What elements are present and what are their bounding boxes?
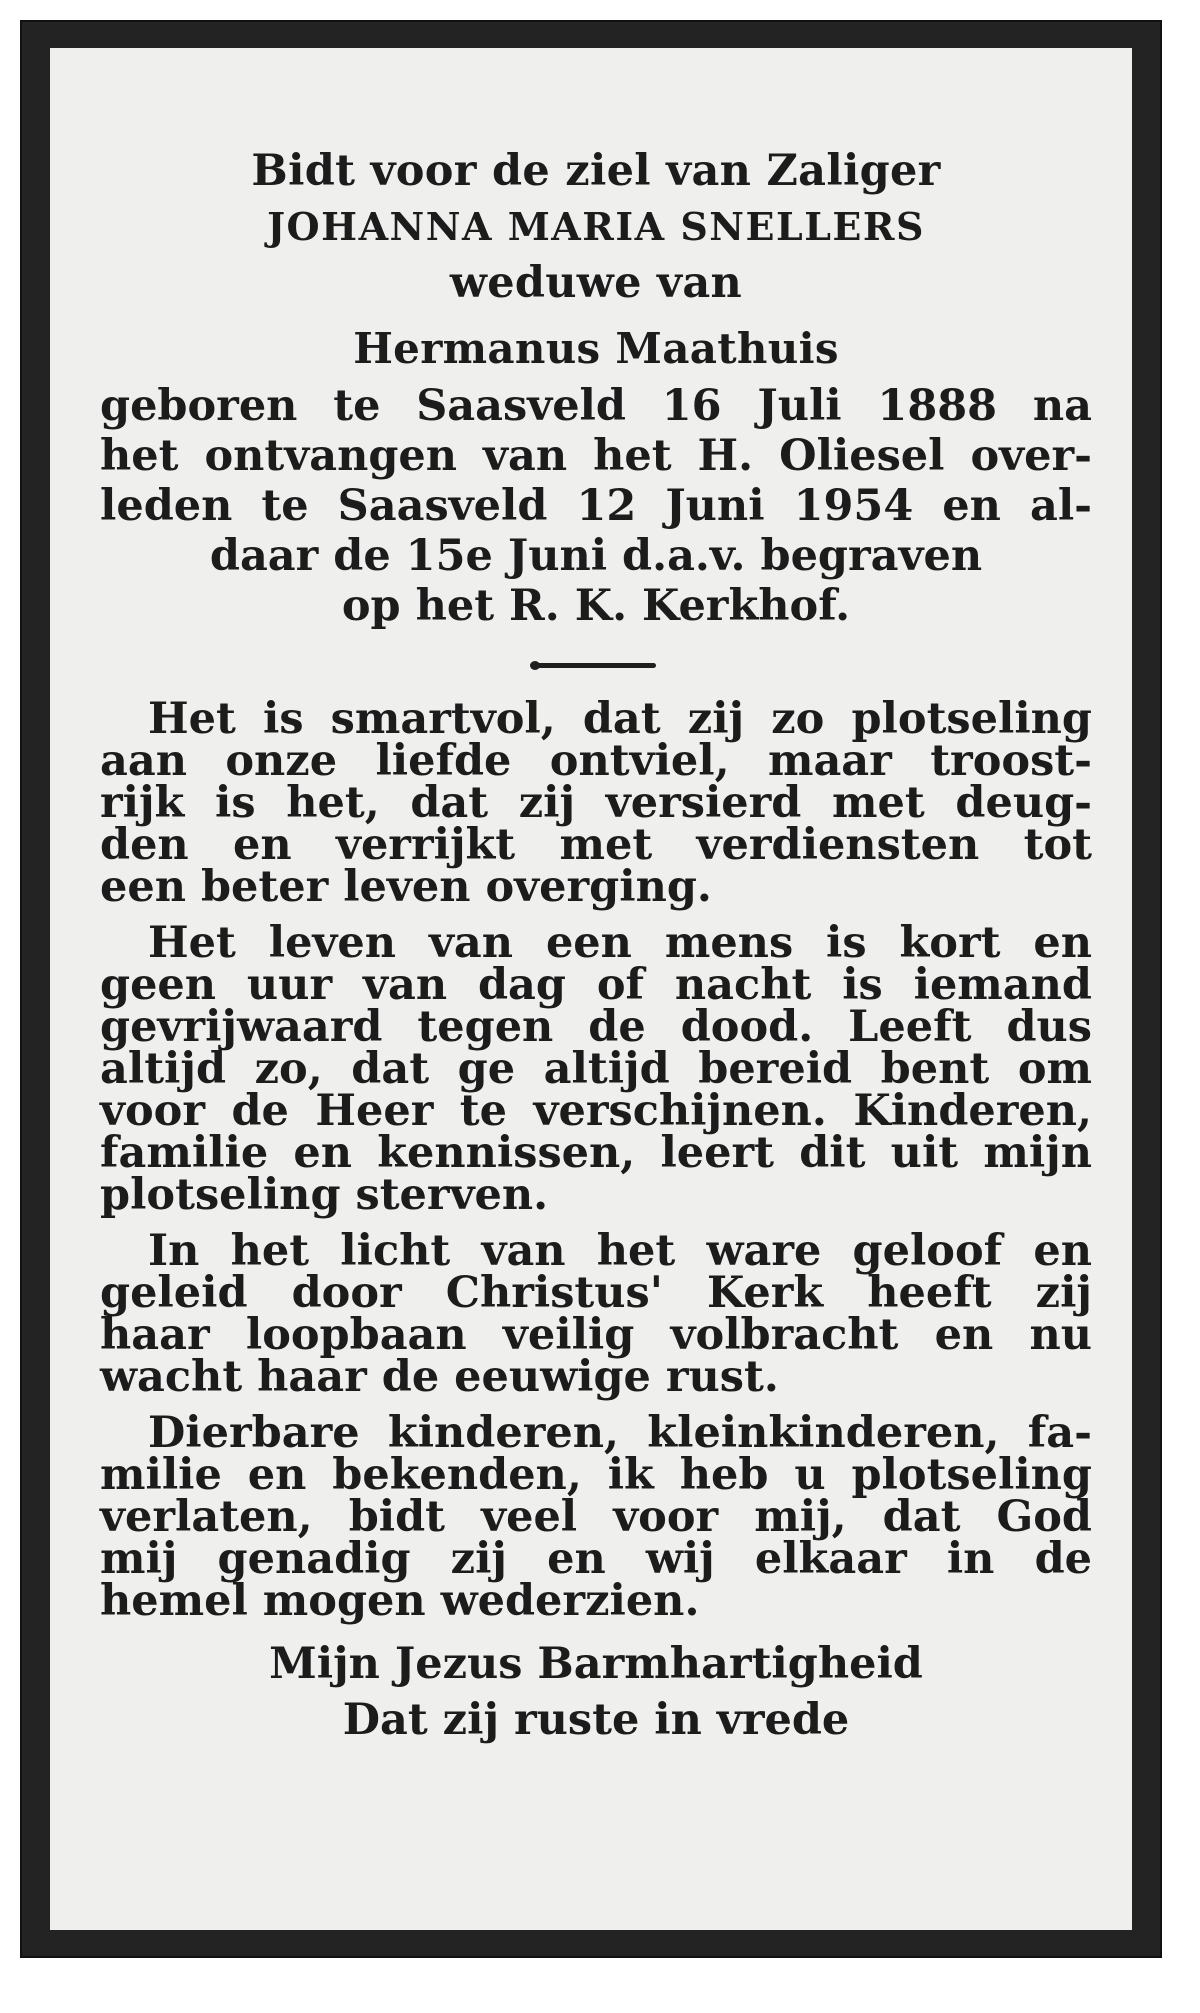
- life-details-line: op het R. K. Kerkhof.: [341, 581, 851, 631]
- life-details-line: daar de 15e Juni d.a.v. begraven: [209, 531, 983, 581]
- paragraph-farewell: [100, 1408, 1092, 1626]
- text-line: milie en bekenden, ik heb u plotseling: [100, 1450, 1092, 1500]
- life-details-line: geboren te Saasveld 16 Juli 1888 na: [100, 381, 1092, 431]
- text-line: verlaten, bidt veel voor mij, dat God: [100, 1492, 1092, 1542]
- text-line: familie en kennissen, leert dit uit mijn: [100, 1128, 1092, 1178]
- text-line: Het leven van een mens is kort en: [148, 918, 1092, 968]
- spouse-name: Hermanus Maathuis: [353, 324, 839, 373]
- text-line: haar loopbaan veilig volbracht en nu: [100, 1310, 1092, 1360]
- life-details-line: het ontvangen van het H. Oliesel over-: [100, 431, 1092, 481]
- closing-prayer: [100, 1636, 1092, 1748]
- text-line: Dierbare kinderen, kleinkinderen, fa-: [148, 1408, 1092, 1458]
- paragraph-life: [100, 918, 1092, 1220]
- life-details: [100, 381, 1092, 631]
- deceased-name: JOHANNA MARIA SNELLERS: [267, 204, 925, 249]
- widow-line: weduwe van: [449, 258, 743, 308]
- paragraph-faith: [100, 1226, 1092, 1402]
- card-header: [100, 143, 1092, 377]
- text-line: wacht haar de eeuwige rust.: [100, 1352, 779, 1402]
- text-line: voor de Heer te verschijnen. Kinderen,: [100, 1086, 1092, 1136]
- closing-line: Dat zij ruste in vrede: [342, 1695, 850, 1745]
- text-line: mij genadig zij en wij elkaar in de: [100, 1534, 1092, 1584]
- text-line: aan onze liefde ontviel, maar troost-: [100, 736, 1092, 786]
- text-line: In het licht van het ware geloof en: [148, 1226, 1092, 1276]
- text-line: een beter leven overging.: [100, 862, 712, 912]
- life-details-line: leden te Saasveld 12 Juni 1954 en al-: [100, 481, 1092, 531]
- closing-line: Mijn Jezus Barmhartigheid: [269, 1639, 923, 1689]
- text-line: geleid door Christus' Kerk heeft zij: [100, 1268, 1092, 1318]
- prayer-line: Bidt voor de ziel van Zaliger: [251, 146, 941, 196]
- text-line: geen uur van dag of nacht is iemand: [100, 960, 1092, 1010]
- text-line: plotseling sterven.: [100, 1170, 549, 1220]
- text-line: hemel mogen wederzien.: [100, 1576, 700, 1626]
- memorial-card-border: [20, 20, 1162, 1958]
- text-line: Het is smartvol, dat zij zo plotseling: [148, 694, 1092, 744]
- text-line: rijk is het, dat zij versierd met deug-: [100, 778, 1092, 828]
- text-line: den en verrijkt met verdiensten tot: [100, 820, 1092, 870]
- text-line: gevrijwaard tegen de dood. Leeft dus: [100, 1002, 1092, 1052]
- paragraph-sorrow: [100, 694, 1092, 912]
- memorial-card: [50, 48, 1132, 1930]
- text-line: altijd zo, dat ge altijd bereid bent om: [100, 1044, 1092, 1094]
- ornamental-divider: [536, 663, 656, 668]
